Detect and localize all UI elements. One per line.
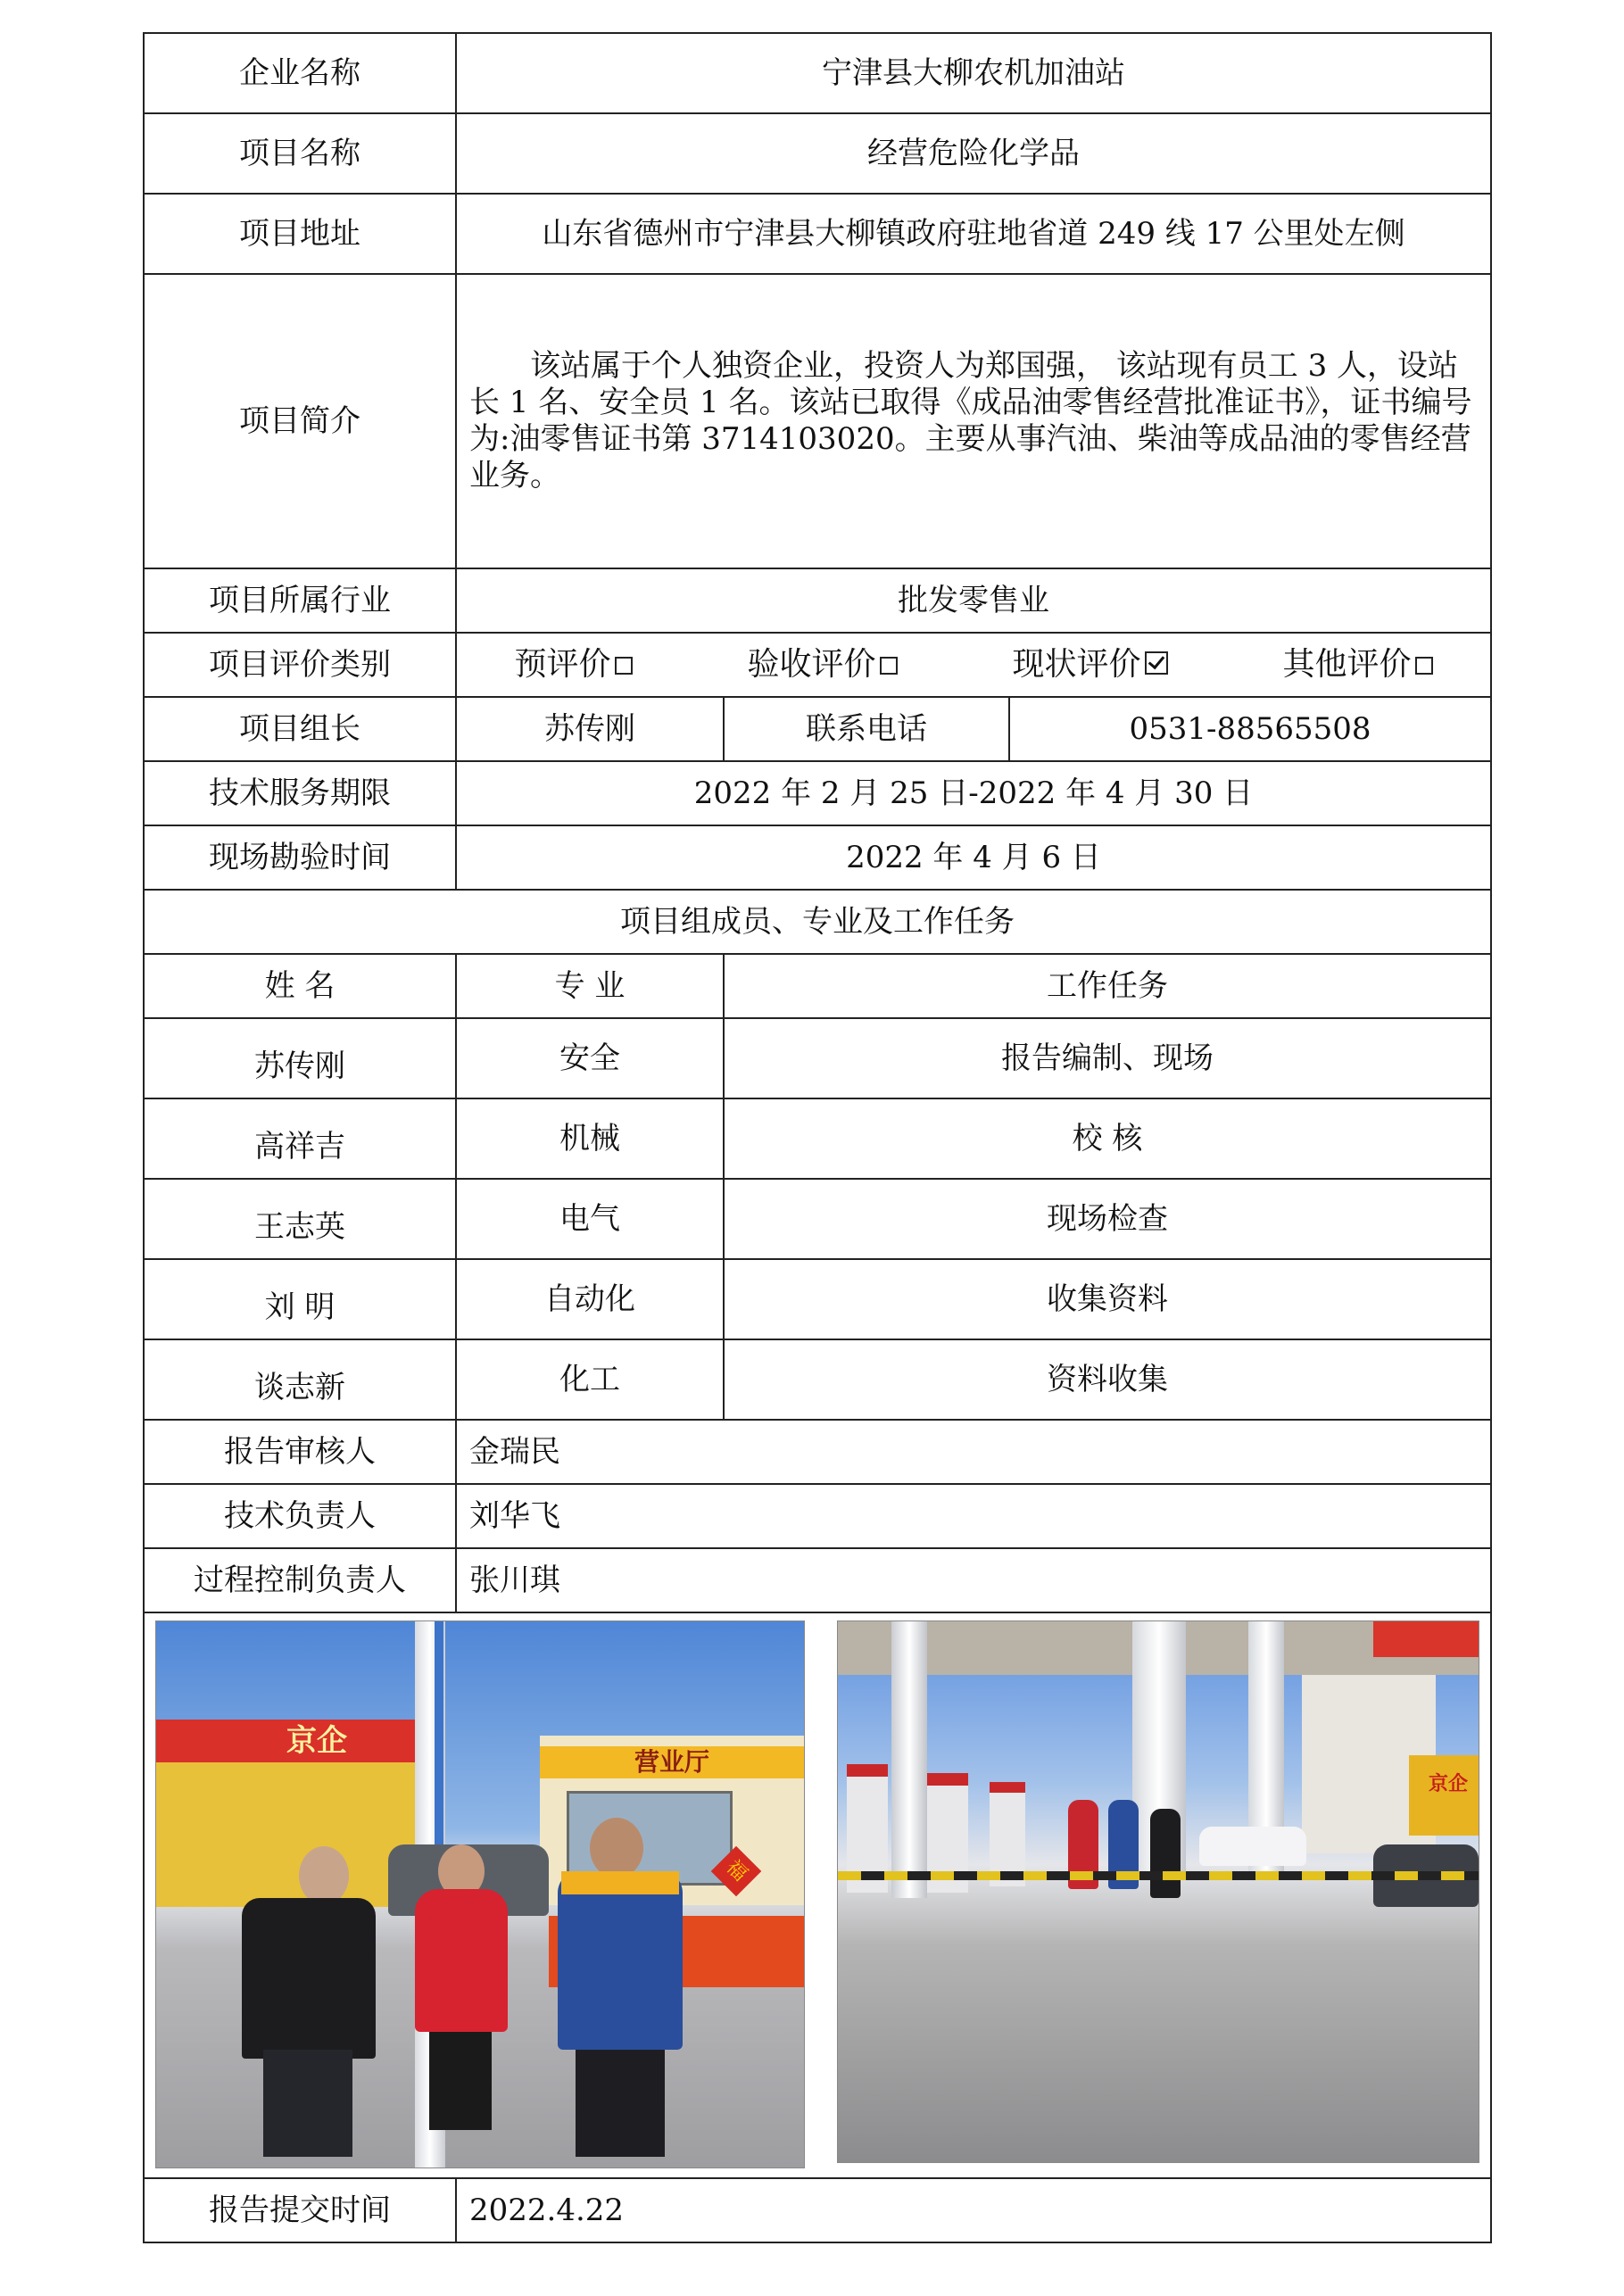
table-row <box>144 1018 1491 1098</box>
tech-value: 刘华飞 <box>456 1484 1491 1548</box>
period-label: 技术服务期限 <box>144 761 456 825</box>
survey-label: 现场勘验时间 <box>144 825 456 890</box>
col-major-header: 专 业 <box>456 954 724 1018</box>
checkbox-icon[interactable] <box>1415 657 1433 675</box>
table-row <box>144 1179 1491 1259</box>
member-task: 报告编制、现场 <box>724 1018 1491 1098</box>
office-sign: 营业厅 <box>540 1746 804 1778</box>
category-options <box>456 633 1491 697</box>
leader-value: 苏传刚 <box>456 697 724 761</box>
category-current-label: 现状评价 <box>1012 646 1141 684</box>
person-uniform <box>558 1871 683 2050</box>
process-label: 过程控制负责人 <box>144 1548 456 1612</box>
row-survey <box>144 825 1491 890</box>
person-red-coat <box>415 1889 508 2032</box>
white-car <box>1199 1827 1306 1866</box>
row-period <box>144 761 1491 825</box>
row-process <box>144 1548 1491 1612</box>
shop-sign: 京企 <box>156 1720 424 1762</box>
project-label: 项目名称 <box>144 113 456 194</box>
shop-sign-right-text: 京企 <box>1428 1773 1468 1795</box>
table-row <box>144 1259 1491 1339</box>
category-current[interactable] <box>1012 645 1167 684</box>
row-members-columns <box>144 954 1491 1018</box>
canopy-pillar <box>891 1621 927 1898</box>
member-name: 王志英 <box>144 1179 456 1259</box>
submit-value: 2022.4.22 <box>456 2178 1491 2242</box>
report-form-sheet <box>143 32 1490 2243</box>
company-label: 企业名称 <box>144 33 456 113</box>
phone-value: 0531-88565508 <box>1009 697 1491 761</box>
row-intro <box>144 274 1491 568</box>
table-row <box>144 1098 1491 1179</box>
project-info-table <box>143 32 1492 2243</box>
fu-decoration: 福 <box>711 1846 762 1897</box>
checkbox-icon[interactable] <box>880 657 898 675</box>
site-photo-right <box>837 1620 1479 2163</box>
person-coat <box>242 1898 376 2059</box>
uniform-stripe <box>561 1871 679 1894</box>
category-other[interactable] <box>1282 645 1432 684</box>
member-major: 电气 <box>456 1179 724 1259</box>
col-task-header: 工作任务 <box>724 954 1491 1018</box>
intro-value: 该站属于个人独资企业，投资人为郑国强， 该站现有员工 3 人，设站长 1 名、安全员 1 名。该站已取得《成品油零售经营批准证书》，证书编号为:油零售证书第 3714103020。主要从事汽油、柴油等成品油的零售经营业务。 <box>456 274 1491 568</box>
row-tech <box>144 1484 1491 1548</box>
leader-label: 项目组长 <box>144 697 456 761</box>
phone-label: 联系电话 <box>724 697 1009 761</box>
member-major: 机械 <box>456 1098 724 1179</box>
category-label: 项目评价类别 <box>144 633 456 697</box>
category-pre[interactable] <box>514 645 632 684</box>
row-category <box>144 633 1491 697</box>
process-value: 张川琪 <box>456 1548 1491 1612</box>
member-major: 安全 <box>456 1018 724 1098</box>
period-value: 2022 年 2 月 25 日-2022 年 4 月 30 日 <box>456 761 1491 825</box>
row-members-header <box>144 890 1491 954</box>
members-header: 项目组成员、专业及工作任务 <box>144 890 1491 954</box>
row-address <box>144 194 1491 274</box>
photos-cell <box>144 1612 1491 2178</box>
industry-label: 项目所属行业 <box>144 568 456 633</box>
member-major: 自动化 <box>456 1259 724 1339</box>
reviewer-label: 报告审核人 <box>144 1420 456 1484</box>
category-pre-label: 预评价 <box>514 646 611 684</box>
person-legs <box>576 2050 665 2157</box>
checked-checkbox-icon[interactable] <box>1145 651 1168 675</box>
row-photos <box>144 1612 1491 2178</box>
member-name: 刘 明 <box>144 1259 456 1339</box>
industry-value: 批发零售业 <box>456 568 1491 633</box>
address-value: 山东省德州市宁津县大柳镇政府驻地省道 249 线 17 公里处左侧 <box>456 194 1491 274</box>
address-label: 项目地址 <box>144 194 456 274</box>
member-name: 谈志新 <box>144 1339 456 1420</box>
member-task: 现场检查 <box>724 1179 1491 1259</box>
tech-label: 技术负责人 <box>144 1484 456 1548</box>
row-project <box>144 113 1491 194</box>
project-value: 经营危险化学品 <box>456 113 1491 194</box>
col-name-header: 姓 名 <box>144 954 456 1018</box>
member-task: 收集资料 <box>724 1259 1491 1339</box>
row-company <box>144 33 1491 113</box>
curb-stripes <box>838 1871 1479 1880</box>
category-acceptance[interactable] <box>747 645 897 684</box>
reviewer-value: 金瑞民 <box>456 1420 1491 1484</box>
company-value: 宁津县大柳农机加油站 <box>456 33 1491 113</box>
person-legs <box>429 2032 492 2130</box>
row-submit <box>144 2178 1491 2242</box>
site-photo-left <box>155 1620 805 2168</box>
submit-label: 报告提交时间 <box>144 2178 456 2242</box>
member-task: 资料收集 <box>724 1339 1491 1420</box>
person-legs <box>263 2050 352 2157</box>
member-name: 苏传刚 <box>144 1018 456 1098</box>
checkbox-icon[interactable] <box>615 657 633 675</box>
member-major: 化工 <box>456 1339 724 1420</box>
member-name: 高祥吉 <box>144 1098 456 1179</box>
row-leader <box>144 697 1491 761</box>
person-coat <box>1150 1809 1181 1898</box>
row-industry <box>144 568 1491 633</box>
member-task: 校 核 <box>724 1098 1491 1179</box>
category-acceptance-label: 验收评价 <box>747 646 876 684</box>
row-reviewer <box>144 1420 1491 1484</box>
canopy-edge <box>1373 1621 1479 1657</box>
person-head <box>299 1846 349 1905</box>
table-row <box>144 1339 1491 1420</box>
survey-value: 2022 年 4 月 6 日 <box>456 825 1491 890</box>
category-other-label: 其他评价 <box>1282 646 1412 684</box>
person-head <box>590 1818 643 1878</box>
intro-label: 项目简介 <box>144 274 456 568</box>
